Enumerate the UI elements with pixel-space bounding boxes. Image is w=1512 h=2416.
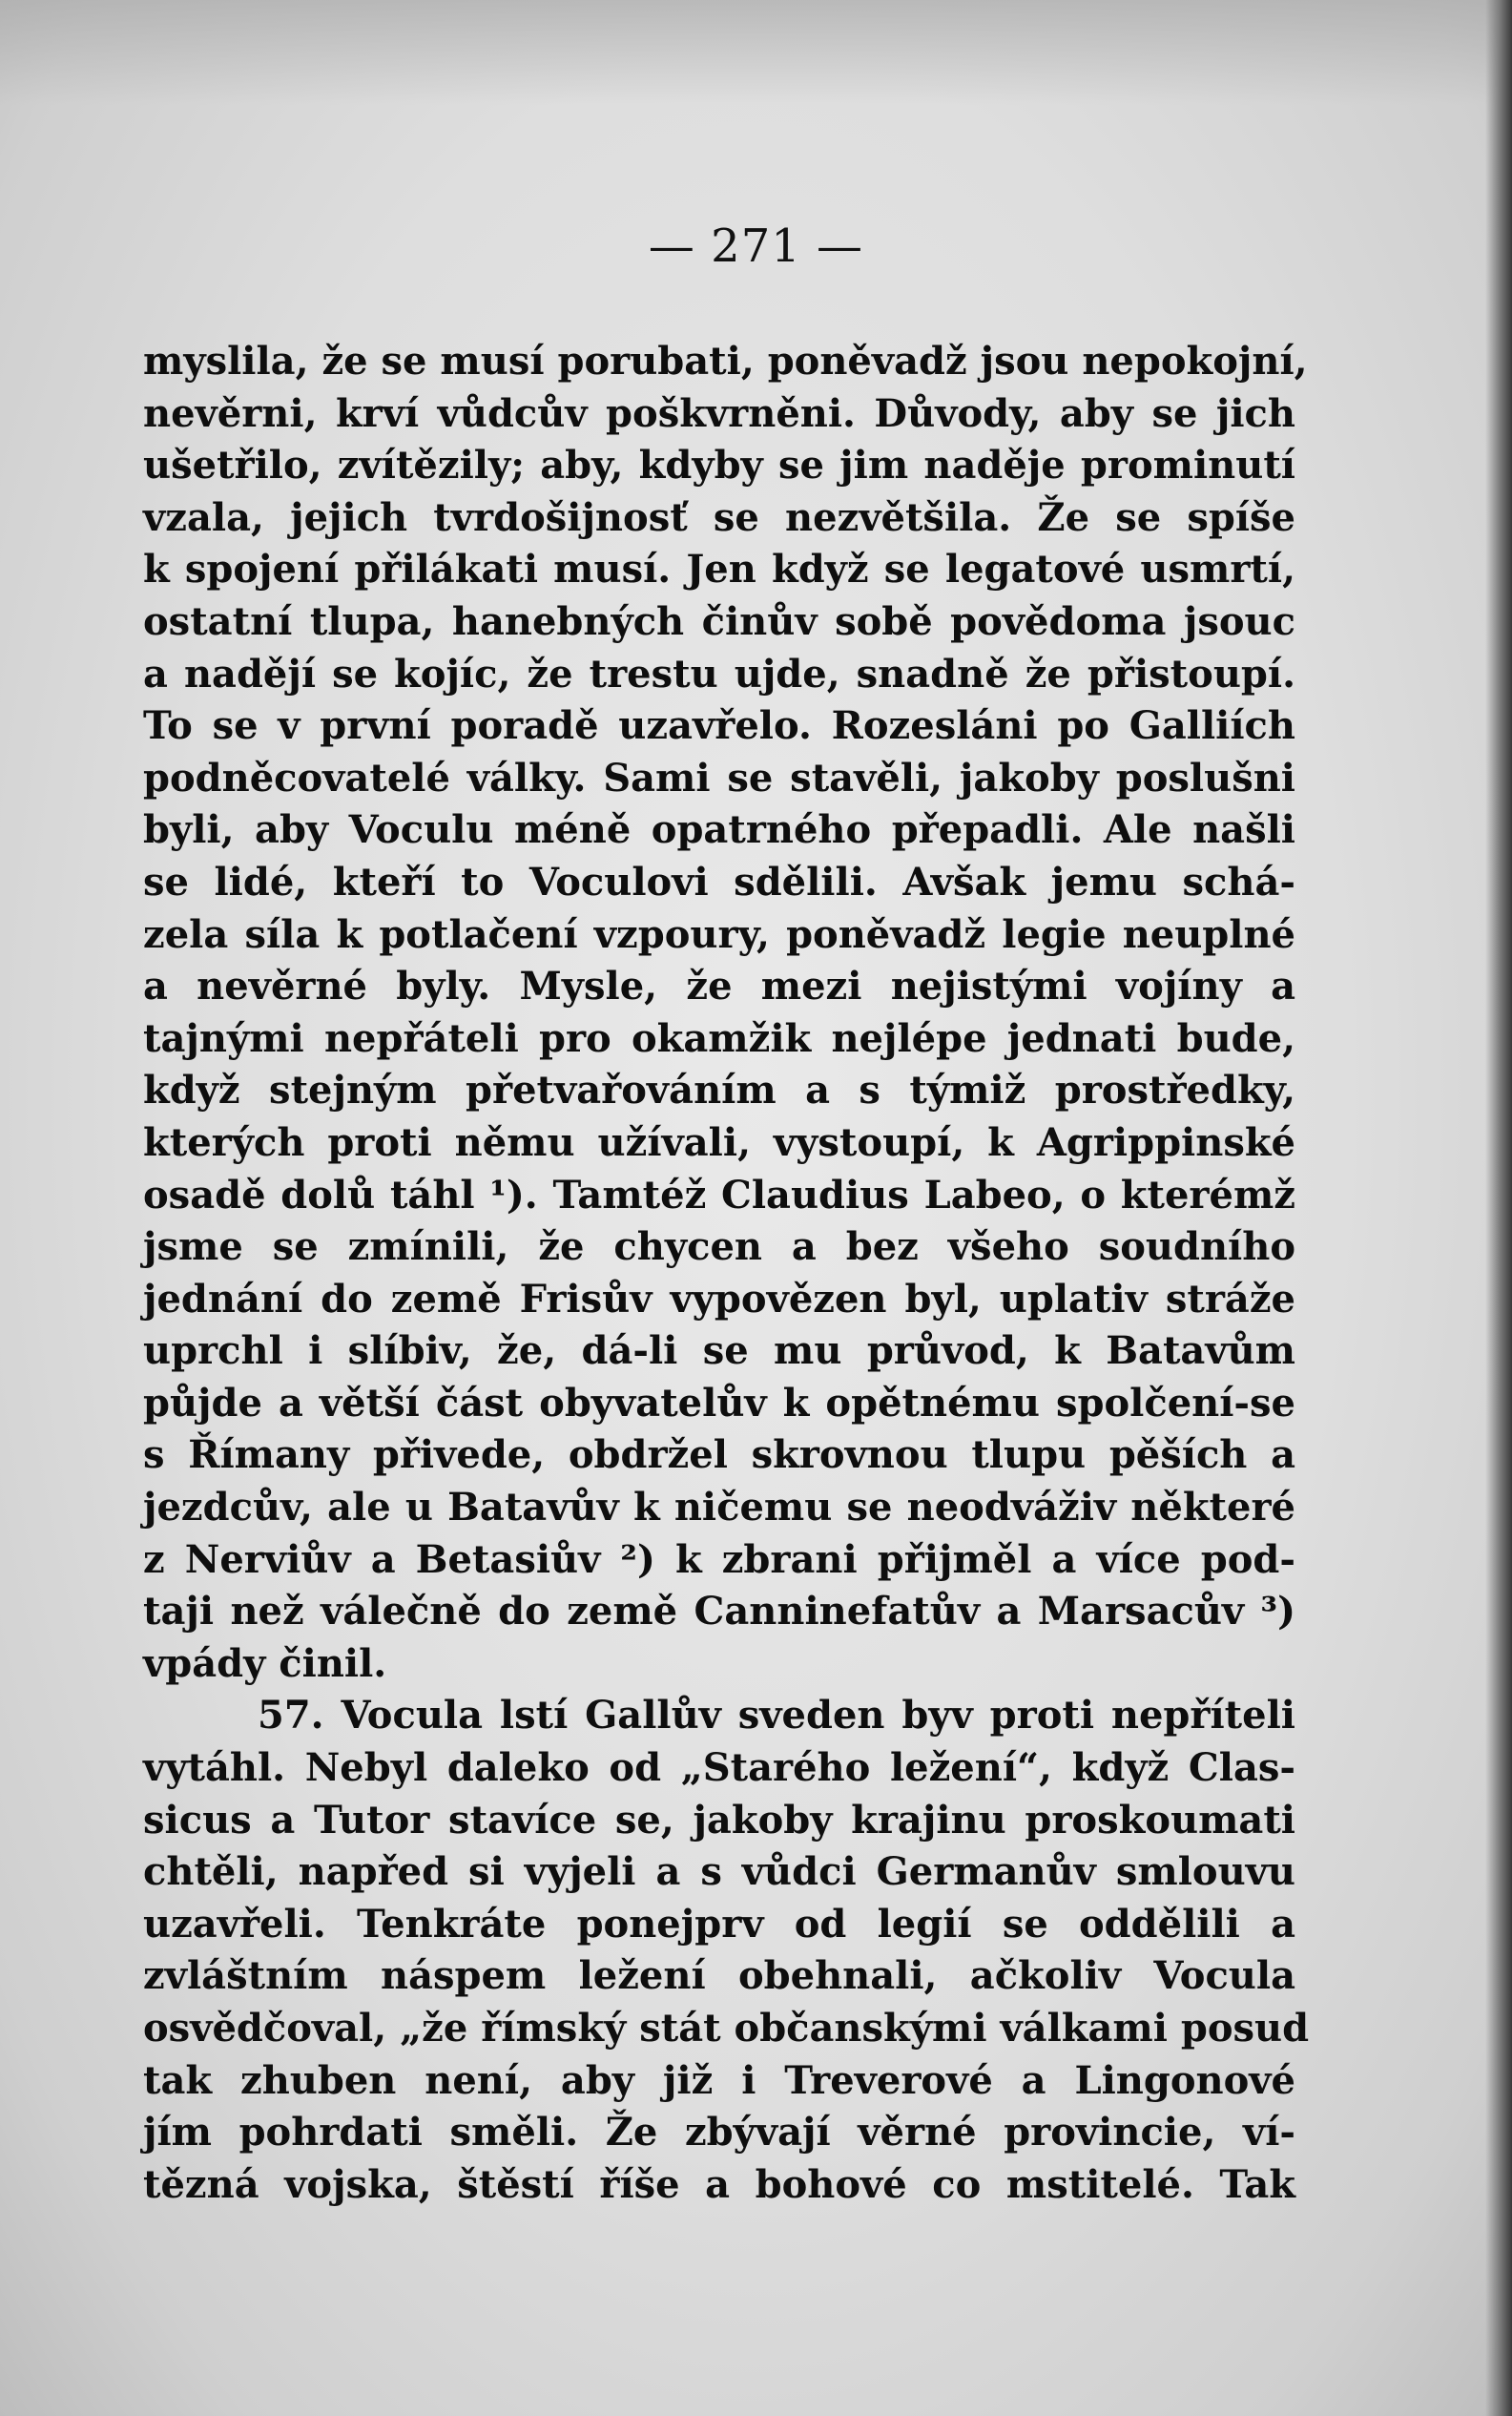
text-line: z Nerviův a Betasiův ²) k zbrani přijměl a více pod- <box>143 1536 1295 1582</box>
text-line: vzala, jejich tvrdošijnosť se nezvětšila. Že se spíše <box>143 494 1295 540</box>
text-line: půjde a větší část obyvatelův k opětnému spolčení-se <box>143 1380 1295 1426</box>
text-line: vpády činil. <box>143 1640 387 1686</box>
text-line: a nadějí se kojíc, že trestu ujde, snadně že přistoupí. <box>143 651 1295 697</box>
text-line: s Římany přivede, obdržel skrovnou tlupu pěších a <box>143 1432 1295 1478</box>
text-line: sicus a Tutor stavíce se, jakoby krajinu proskoumati <box>143 1797 1295 1843</box>
text-line: taji než válečně do země Canninefatův a Marsacův ³) <box>143 1589 1295 1635</box>
text-line: jím pohrdati směli. Že zbývají věrné provincie, ví- <box>143 2110 1295 2156</box>
text-line: uzavřeli. Tenkráte ponejprv od legií se oddělili a <box>143 1901 1295 1947</box>
page-top-shadow <box>0 0 1512 105</box>
text-line: se lidé, kteří to Voculovi sdělili. Avšak jemu schá- <box>143 859 1295 905</box>
text-line: osadě dolů táhl ¹). Tamtéž Claudius Labeo, o kterémž <box>143 1172 1295 1218</box>
page-right-edge <box>1485 0 1512 2416</box>
text-line: tězná vojska, štěstí říše a bohové co mstitelé. Tak <box>143 2161 1295 2207</box>
text-line: zela síla k potlačení vzpoury, poněvadž legie neuplné <box>143 911 1295 957</box>
text-line: ostatní tlupa, hanebných činův sobě povědoma jsouc <box>143 598 1295 644</box>
text-line: nevěrni, krví vůdcův poškvrněni. Důvody, aby se jich <box>143 390 1295 436</box>
text-line: jezdcův, ale u Batavův k ničemu se neodváživ některé <box>143 1485 1295 1531</box>
text-line: když stejným přetvařováním a s týmiž prostředky, <box>143 1068 1295 1114</box>
text-line: myslila, že se musí porubati, poněvadž jsou nepokojní, <box>143 339 1308 384</box>
text-line: kterých proti němu užívali, vystoupí, k Agrippinské <box>143 1119 1295 1165</box>
text-line: jednání do země Frisův vypovězen byl, uplativ stráže <box>143 1276 1295 1322</box>
text-line: byli, aby Voculu méně opatrného přepadli. Ale našli <box>143 807 1295 853</box>
text-line: jsme se zmínili, že chycen a bez všeho soudního <box>143 1224 1295 1270</box>
paragraph-start-line: 57. Vocula lstí Gallův sveden byv proti nepříteli <box>258 1693 1295 1739</box>
page-number: — 271 — <box>648 219 864 273</box>
text-line: a nevěrné byly. Mysle, že mezi nejistými vojíny a <box>143 964 1295 1010</box>
text-line: tak zhuben není, aby již i Treverové a Lingonové <box>143 2057 1295 2103</box>
text-line: k spojení přilákati musí. Jen když se legatové usmrtí, <box>143 547 1295 593</box>
text-line: tajnými nepřáteli pro okamžik nejlépe jednati bude, <box>143 1015 1295 1061</box>
text-line: To se v první poradě uzavřelo. Rozesláni po Galliích <box>143 703 1295 749</box>
text-line: podněcovatelé války. Sami se stavěli, jakoby poslušni <box>143 755 1295 801</box>
text-line: ušetřilo, zvítězily; aby, kdyby se jim naděje prominutí <box>143 443 1295 489</box>
text-line: vytáhl. Nebyl daleko od „Starého ležení“, když Clas- <box>143 1745 1295 1791</box>
text-line: zvláštním náspem ležení obehnali, ačkoliv Vocula <box>143 1953 1295 1999</box>
text-line: uprchl i slíbiv, že, dá-li se mu průvod, k Batavům <box>143 1328 1295 1374</box>
text-line: chtěli, napřed si vyjeli a s vůdci Germanův smlouvu <box>143 1849 1295 1895</box>
text-line: osvědčoval, „že římský stát občanskými válkami posud <box>143 2006 1310 2051</box>
body-text <box>143 336 1310 2211</box>
